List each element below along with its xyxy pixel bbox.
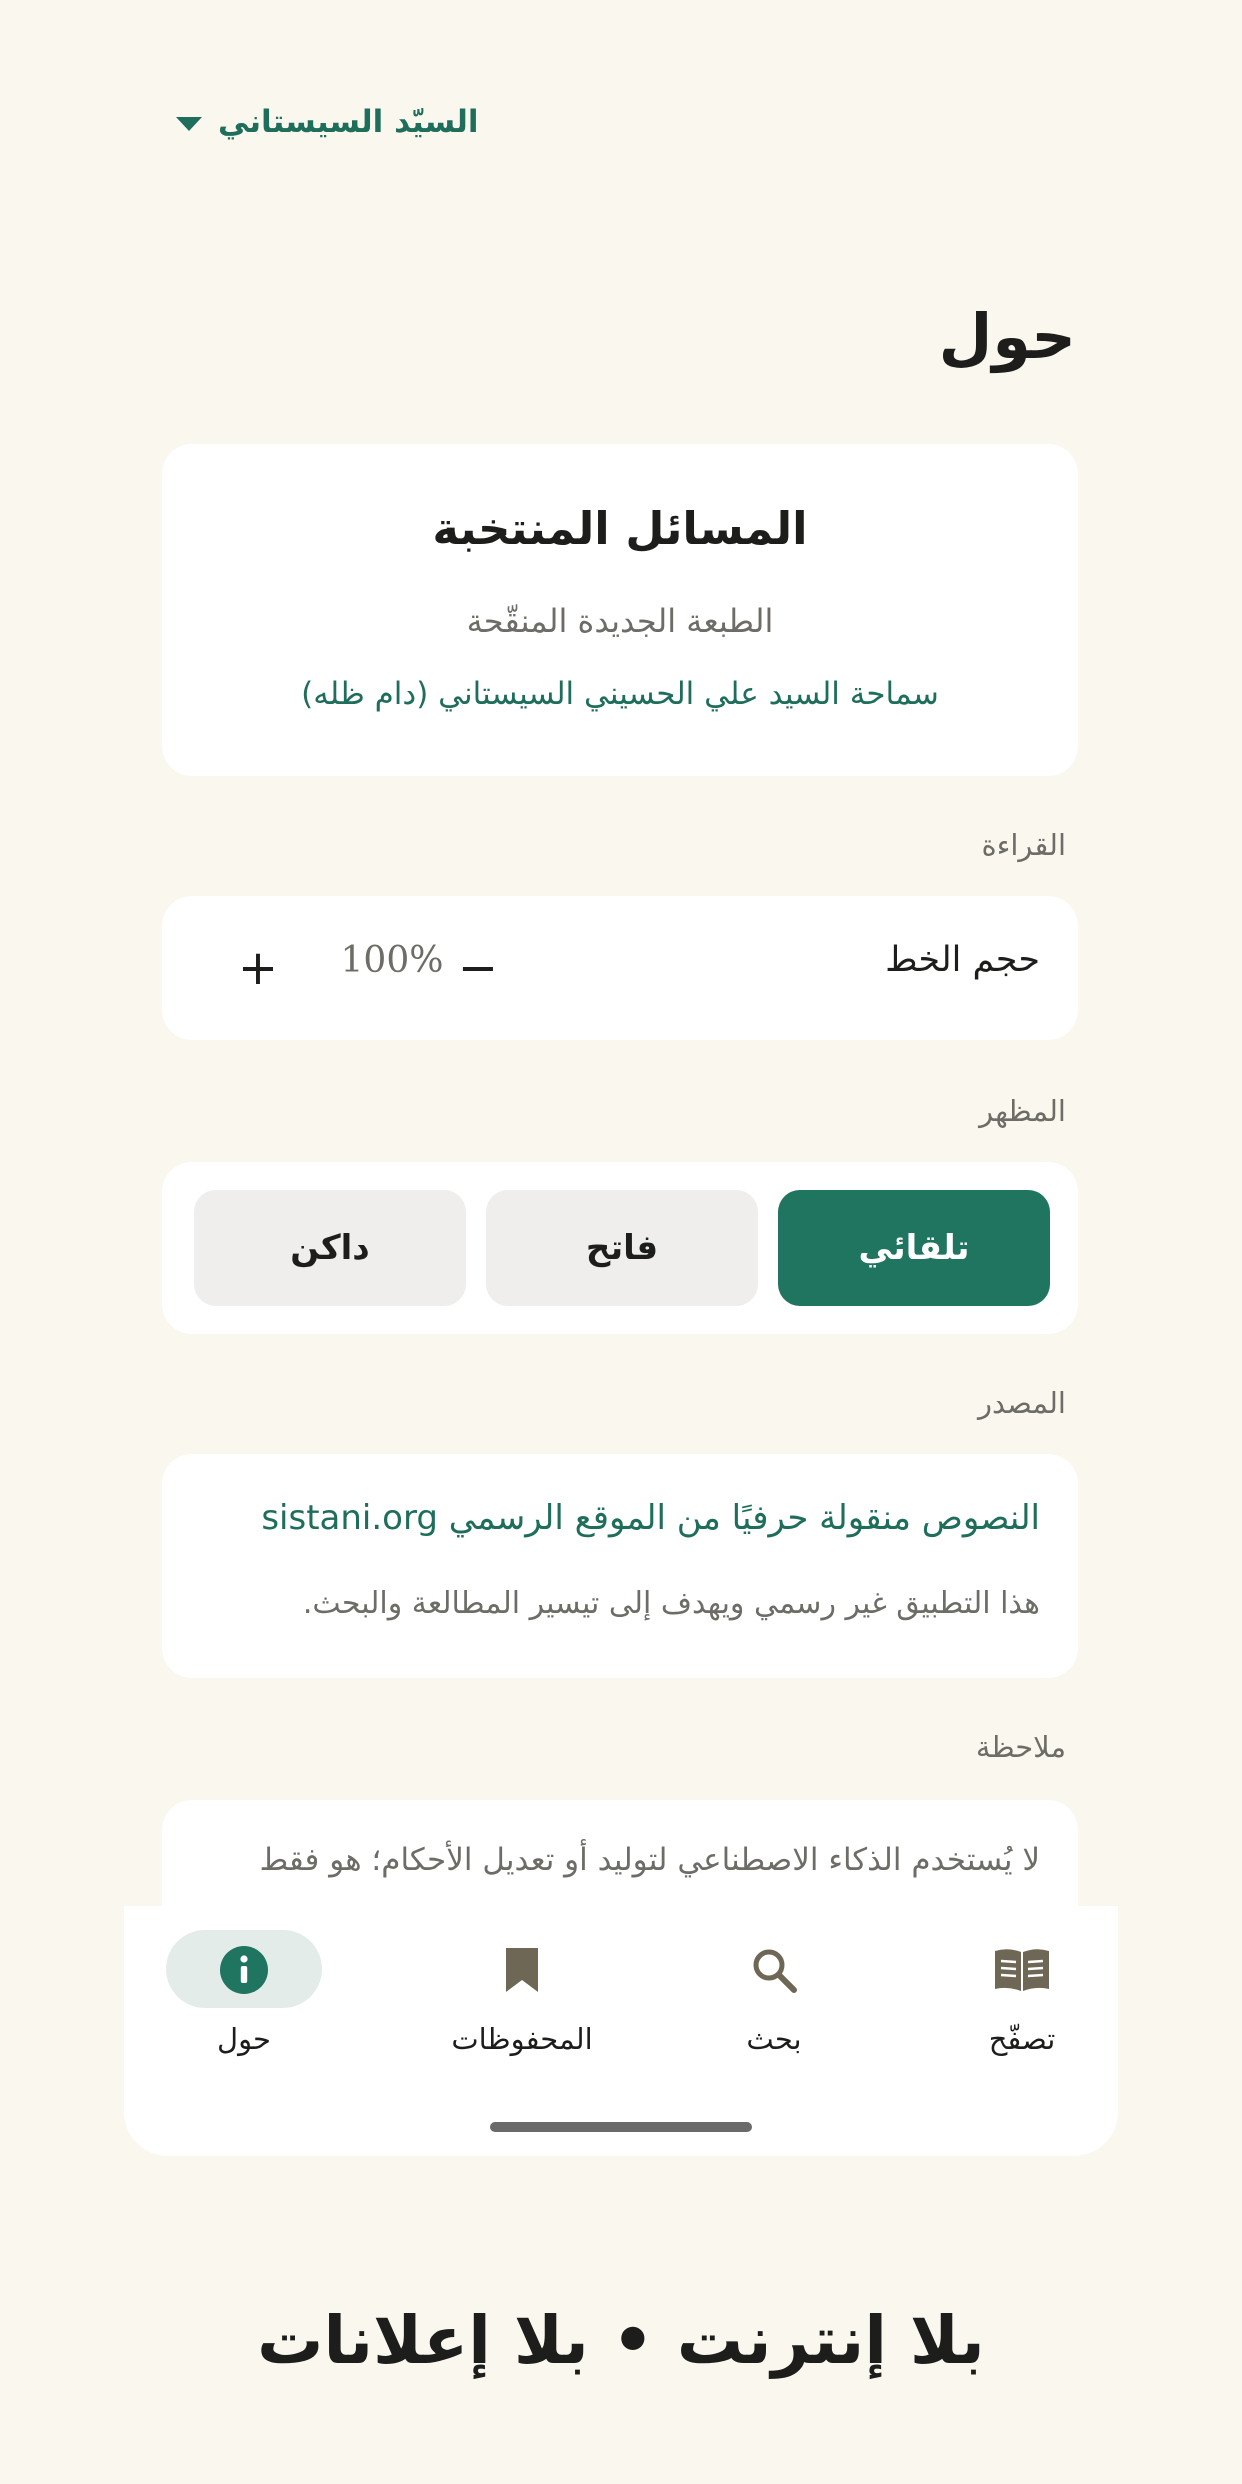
nav-saved[interactable] [424, 1924, 614, 2084]
nav-about[interactable] [146, 1924, 336, 2084]
nav-saved-label: المحفوظات [451, 2022, 593, 2056]
author-selector-label: السيّد السيستاني [218, 104, 479, 140]
tagline: بلا إنترنت • بلا إعلانات [257, 2302, 985, 2379]
font-size-value: 100% [340, 940, 444, 981]
theme-light-button[interactable]: فاتح [486, 1190, 758, 1306]
nav-search-label: بحث [746, 2022, 802, 2056]
appearance-section-label: المظهر [979, 1094, 1066, 1128]
book-edition: الطبعة الجديدة المنقّحة [466, 602, 774, 640]
source-card [162, 1454, 1078, 1678]
nav-about-label: حول [217, 2022, 271, 2056]
note-section-label: ملاحظة [975, 1730, 1066, 1764]
theme-card [162, 1162, 1078, 1334]
font-size-card [162, 896, 1078, 1040]
reading-section-label: القراءة [981, 828, 1066, 862]
bookmark-icon [424, 1944, 620, 1996]
decrease-font-button[interactable]: − [457, 940, 499, 996]
info-icon [146, 1944, 342, 1996]
nav-browse-label: تصفّح [988, 2022, 1056, 2056]
increase-font-button[interactable]: + [237, 940, 279, 996]
caret-down-icon [176, 117, 202, 131]
source-section-label: المصدر [977, 1386, 1066, 1420]
nav-search[interactable] [676, 1924, 866, 2084]
source-official-site-text[interactable]: النصوص منقولة حرفيًا من الموقع الرسمي sistani.org [261, 1498, 1040, 1538]
source-disclaimer-text: هذا التطبيق غير رسمي ويهدف إلى تيسير المطالعة والبحث. [302, 1586, 1040, 1621]
nav-browse[interactable] [924, 1924, 1114, 2084]
book-info-card [162, 444, 1078, 776]
home-indicator [490, 2122, 752, 2132]
bottom-navigation [124, 1906, 1118, 2156]
author-selector[interactable] [176, 104, 478, 140]
search-icon [676, 1944, 872, 1996]
font-size-label: حجم الخط [885, 940, 1040, 980]
page-title: حول [938, 300, 1076, 373]
theme-dark-button[interactable]: داكن [194, 1190, 466, 1306]
book-open-icon [924, 1944, 1120, 1996]
book-title: المسائل المنتخبة [432, 502, 808, 555]
book-author: سماحة السيد علي الحسيني السيستاني (دام ظله) [301, 676, 939, 712]
theme-auto-button[interactable]: تلقائي [778, 1190, 1050, 1306]
note-text: لا يُستخدم الذكاء الاصطناعي لتوليد أو تعديل الأحكام؛ هو فقط [259, 1842, 1040, 1878]
